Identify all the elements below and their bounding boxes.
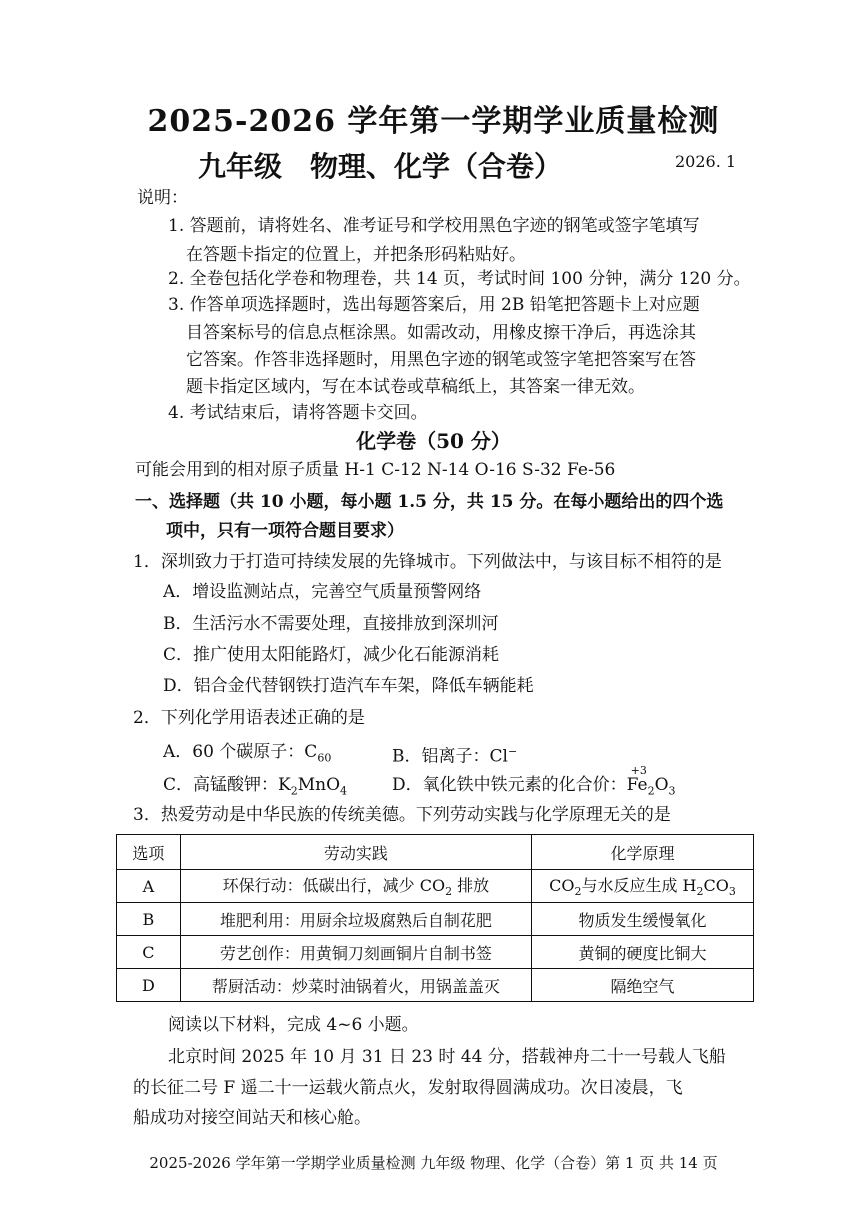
instruction-3-line-4: 题卡指定区域内，写在本试卷或草稿纸上，其答案一律无效。 <box>186 377 645 397</box>
table-cell-option: B <box>117 903 181 936</box>
part-one-heading-line-2: 项中，只有一项符合题目要求） <box>166 521 404 541</box>
reading-line-2: 的长征二号 F 遥二十一运载火箭点火，发射取得圆满成功。次日凌晨，飞 <box>133 1078 683 1098</box>
table-cell-principle: $CO_2$与水反应生成 $H_2CO_3$ <box>532 870 754 903</box>
question-3-stem: 3．热爱劳动是中华民族的传统美德。下列劳动实践与化学原理无关的是 <box>133 805 671 825</box>
table-cell-principle: 物质发生缓慢氧化 <box>532 903 754 936</box>
question-2-option-c: C．高锰酸钾：$K_2MnO_4$ <box>163 775 348 798</box>
table-cell-practice: 劳艺创作：用黄铜刀刻画铜片自制书签 <box>180 936 531 969</box>
reading-line-1: 北京时间 2025 年 10 月 31 日 23 时 44 分，搭载神舟二十一号载人飞船 <box>168 1047 726 1067</box>
section-heading: 化学卷（50 分） <box>356 429 511 453</box>
atomic-masses: 可能会用到的相对原子质量 H-1 C-12 N-14 O-16 S-32 Fe-56 <box>135 460 616 480</box>
part-one-heading-line-1: 一、选择题（共 10 小题，每小题 1.5 分，共 15 分。在每小题给出的四个选 <box>135 492 724 512</box>
instruction-1-line-1: 1. 答题前，请将姓名、准考证号和学校用黑色字迹的钢笔或签字笔填写 <box>168 216 700 236</box>
table-row <box>117 969 754 1002</box>
table-cell-principle: 黄铜的硬度比铜大 <box>532 936 754 969</box>
table-header-principle: 化学原理 <box>532 835 754 870</box>
instruction-1-line-2: 在答题卡指定的位置上，并把条形码粘贴好。 <box>186 245 526 265</box>
question-1-option-d: D．铝合金代替钢铁打造汽车车架，降低车辆能耗 <box>163 676 534 696</box>
table-row <box>117 936 754 969</box>
table-cell-practice: 堆肥利用：用厨余垃圾腐熟后自制花肥 <box>180 903 531 936</box>
valence-label: +3 <box>630 764 647 777</box>
reading-intro: 阅读以下材料，完成 4~6 小题。 <box>168 1015 419 1035</box>
table-cell-option: A <box>117 870 181 903</box>
question-1-option-c: C．推广使用太阳能路灯，减少化石能源消耗 <box>163 645 500 665</box>
table-cell-practice: 帮厨活动：炒菜时油锅着火，用锅盖盖灭 <box>180 969 531 1002</box>
question-2-option-b: B．铝离子：Cl− <box>392 745 518 767</box>
instruction-3-line-1: 3. 作答单项选择题时，选出每题答案后，用 2B 铅笔把答题卡上对应题 <box>168 295 700 315</box>
table-cell-practice: 环保行动：低碳出行，减少 $CO_2$ 排放 <box>180 870 531 903</box>
exam-date: 2026. 1 <box>675 152 737 171</box>
question-2-option-d: D．氧化铁中铁元素的化合价： +3 $Fe_2O_3$ <box>392 770 676 806</box>
instruction-2: 2. 全卷包括化学卷和物理卷，共 14 页，考试时间 100 分钟，满分 120 分。 <box>168 269 751 289</box>
question-1-option-a: A．增设监测站点，完善空气质量预警网络 <box>163 582 482 602</box>
page-title: 2025-2026 学年第一学期学业质量检测 <box>147 104 720 139</box>
table-row <box>117 870 754 903</box>
table-cell-option: D <box>117 969 181 1002</box>
table-header-option: 选项 <box>117 835 181 870</box>
instruction-3-line-3: 它答案。作答非选择题时，用黑色字迹的钢笔或签字笔把答案写在答 <box>186 350 696 370</box>
question-2-option-a: A．60 个碳原子：$C_{60}$ <box>163 742 332 765</box>
table-row <box>117 903 754 936</box>
practice-table <box>116 834 754 1002</box>
table-cell-principle: 隔绝空气 <box>532 969 754 1002</box>
table-header-row <box>117 835 754 870</box>
page-subtitle: 九年级 物理、化学（合卷） <box>197 150 562 183</box>
question-2-stem: 2．下列化学用语表述正确的是 <box>133 708 365 728</box>
instruction-4: 4. 考试结束后，请将答题卡交回。 <box>168 403 428 423</box>
page-footer: 2025-2026 学年第一学期学业质量检测 九年级 物理、化学（合卷）第 1 页 共 14 页 <box>149 1154 718 1172</box>
reading-line-3: 船成功对接空间站天和核心舱。 <box>133 1108 371 1128</box>
question-1-stem: 1．深圳致力于打造可持续发展的先锋城市。下列做法中，与该目标不相符的是 <box>133 552 722 572</box>
table-cell-option: C <box>117 936 181 969</box>
instruction-3-line-2: 目答案标号的信息点框涂黑。如需改动，用橡皮擦干净后，再选涂其 <box>186 323 696 343</box>
question-1-option-b: B．生活污水不需要处理，直接排放到深圳河 <box>163 614 499 634</box>
table-header-practice: 劳动实践 <box>180 835 531 870</box>
instructions-label: 说明： <box>137 188 188 208</box>
